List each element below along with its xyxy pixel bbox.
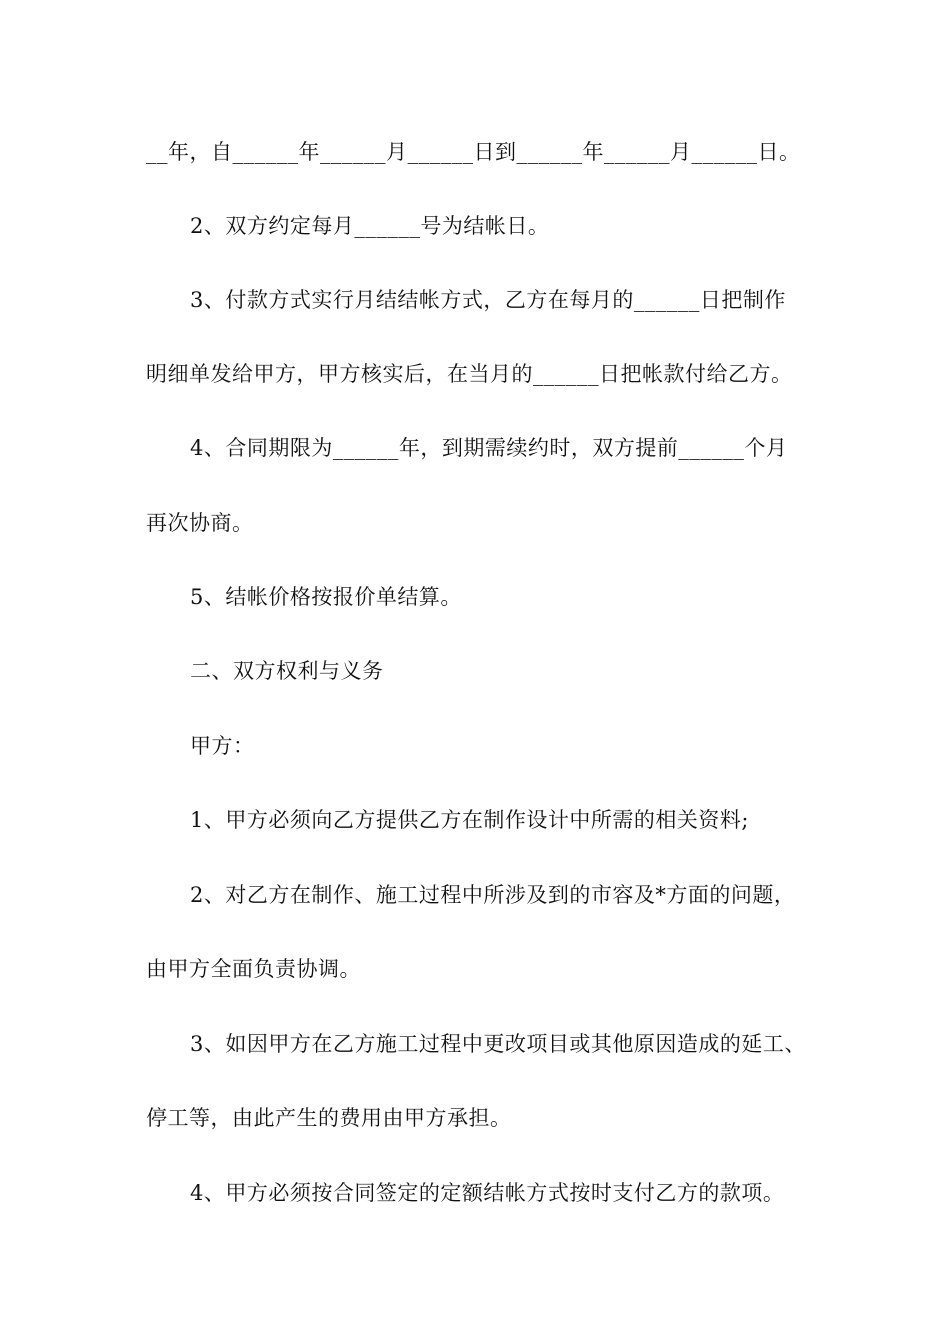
clause-contract-period-continued: 再次协商。	[146, 511, 254, 535]
party-a-item-3: 3、如因甲方在乙方施工过程中更改项目或其他原因造成的延工、	[190, 1032, 806, 1056]
party-a-item-2: 2、对乙方在制作、施工过程中所涉及到的市容及*方面的问题，	[190, 883, 796, 907]
party-a-heading: 甲方：	[190, 734, 255, 758]
party-a-item-2-continued: 由甲方全面负责协调。	[146, 957, 361, 981]
clause-price-settlement: 5、结帐价格按报价单结算。	[190, 585, 462, 609]
section-heading-rights-obligations: 二、双方权利与义务	[190, 659, 384, 683]
party-a-item-4: 4、甲方必须按合同签定的定额结帐方式按时支付乙方的款项。	[190, 1181, 785, 1205]
clause-payment-method: 3、付款方式实行月结结帐方式，乙方在每月的______日把制作	[190, 288, 786, 312]
party-a-item-3-continued: 停工等，由此产生的费用由甲方承担。	[146, 1106, 512, 1130]
clause-contract-period: 4、合同期限为______年，到期需续约时，双方提前______个月	[190, 436, 788, 460]
clause-billing-day: 2、双方约定每月______号为结帐日。	[190, 214, 550, 238]
party-a-item-1: 1、甲方必须向乙方提供乙方在制作设计中所需的相关资料;	[190, 808, 749, 832]
clause-payment-method-continued: 明细单发给甲方，甲方核实后，在当月的______日把帐款付给乙方。	[146, 362, 793, 386]
contract-term-dates-line: __年，自______年______月______日到______年______月______日。	[146, 140, 801, 164]
